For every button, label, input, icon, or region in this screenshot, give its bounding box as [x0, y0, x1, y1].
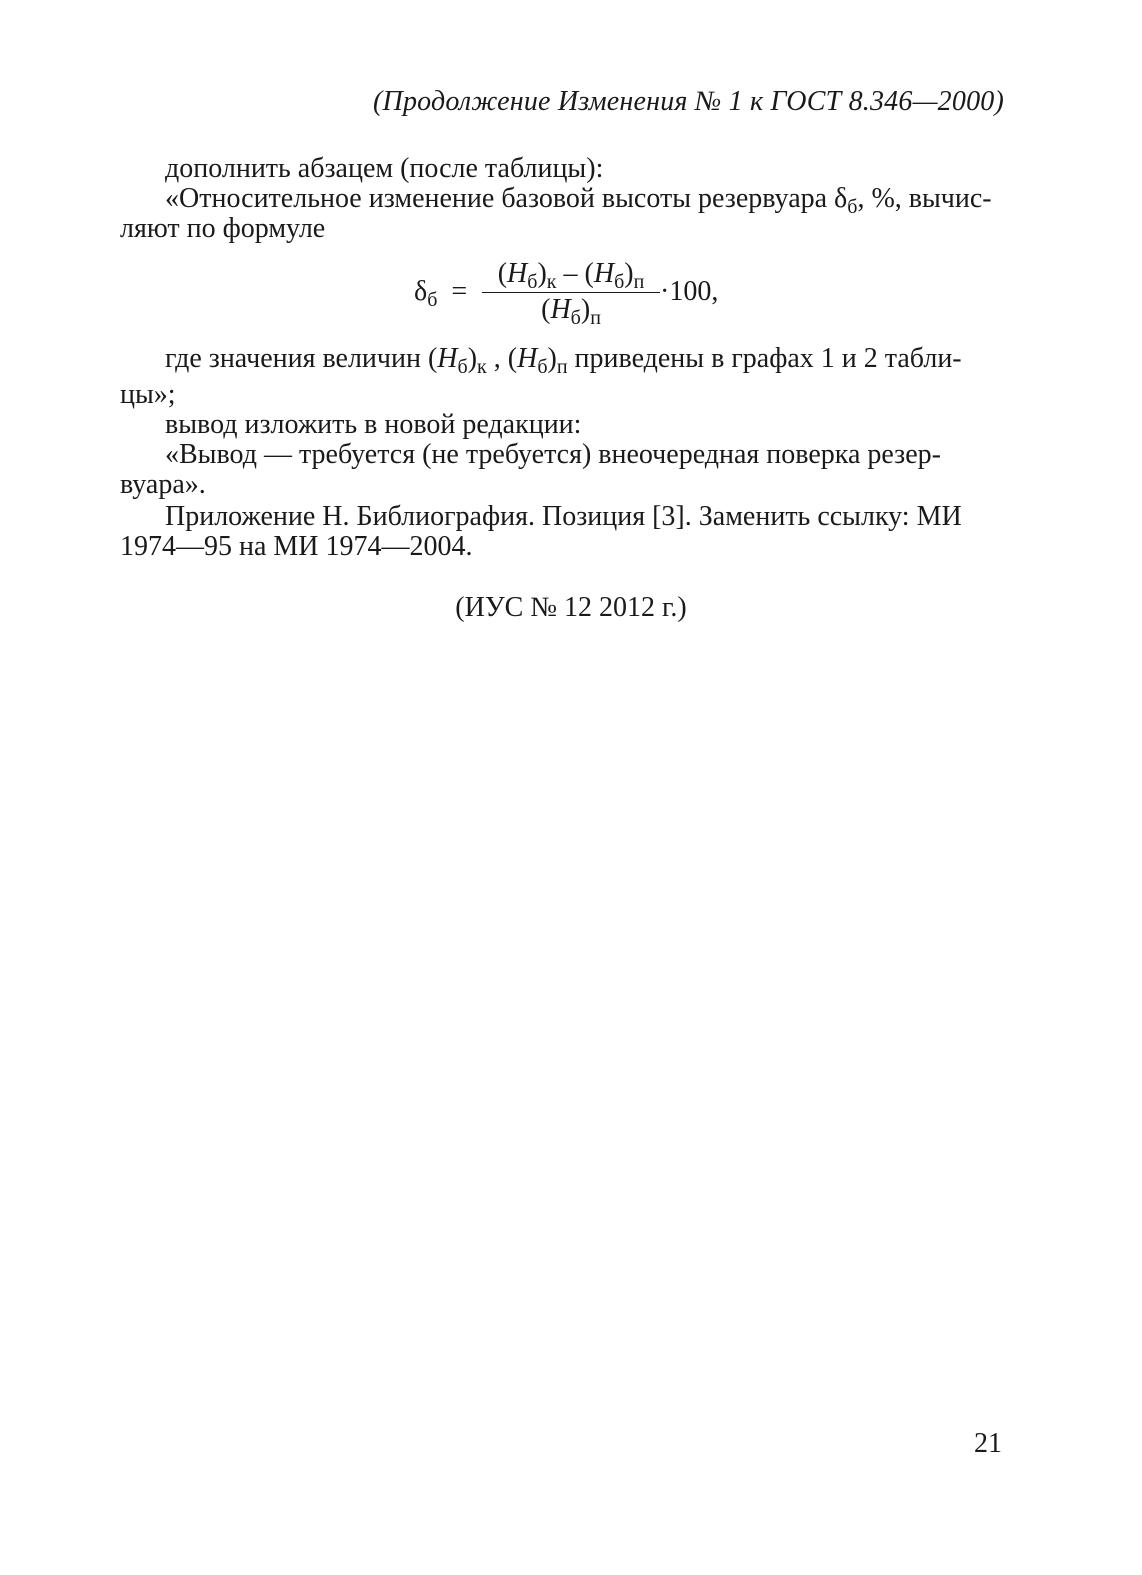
- paragraph-appendix-line2: 1974—95 на МИ 1974—2004.: [120, 531, 473, 562]
- paragraph-relative-change-line1: «Относительное изменение базовой высоты резервуара $\delta_б$, %, вычис-: [165, 183, 992, 218]
- paragraph-output-line2: вуара».: [120, 469, 206, 500]
- paragraph-values-line2: цы»;: [120, 379, 176, 410]
- paragraph-output-line1: «Вывод — требуется (не требуется) внеочередная поверка резер-: [165, 439, 941, 470]
- paragraph-appendix-line1: Приложение Н. Библиография. Позиция [3]. Заменить ссылку: МИ: [165, 501, 962, 532]
- formula-multiplier: ·100,: [660, 276, 719, 307]
- paragraph-add-abzats: дополнить абзацем (после таблицы):: [165, 153, 604, 184]
- page-number: 21: [974, 1428, 1002, 1459]
- running-header: (Продолжение Изменения № 1 к ГОСТ 8.346—2000): [373, 86, 1004, 117]
- paragraph-output-new-edition: вывод изложить в новой редакции:: [165, 409, 582, 440]
- formula-denominator: $(H_б)_п$: [541, 294, 601, 329]
- paragraph-relative-change-line2: ляют по формуле: [120, 213, 326, 244]
- fraction-bar: [482, 292, 660, 293]
- formula-lhs: $\delta_б$ =: [414, 276, 468, 311]
- paragraph-values-line1: где значения величин $(H_б)_к$ , $(H_б)_п$ приведены в графах 1 и 2 табли-: [165, 343, 962, 378]
- formula-numerator: $(H_б)_к - (H_б)_п$: [497, 258, 645, 293]
- ius-reference: (ИУС № 12 2012 г.): [455, 592, 687, 623]
